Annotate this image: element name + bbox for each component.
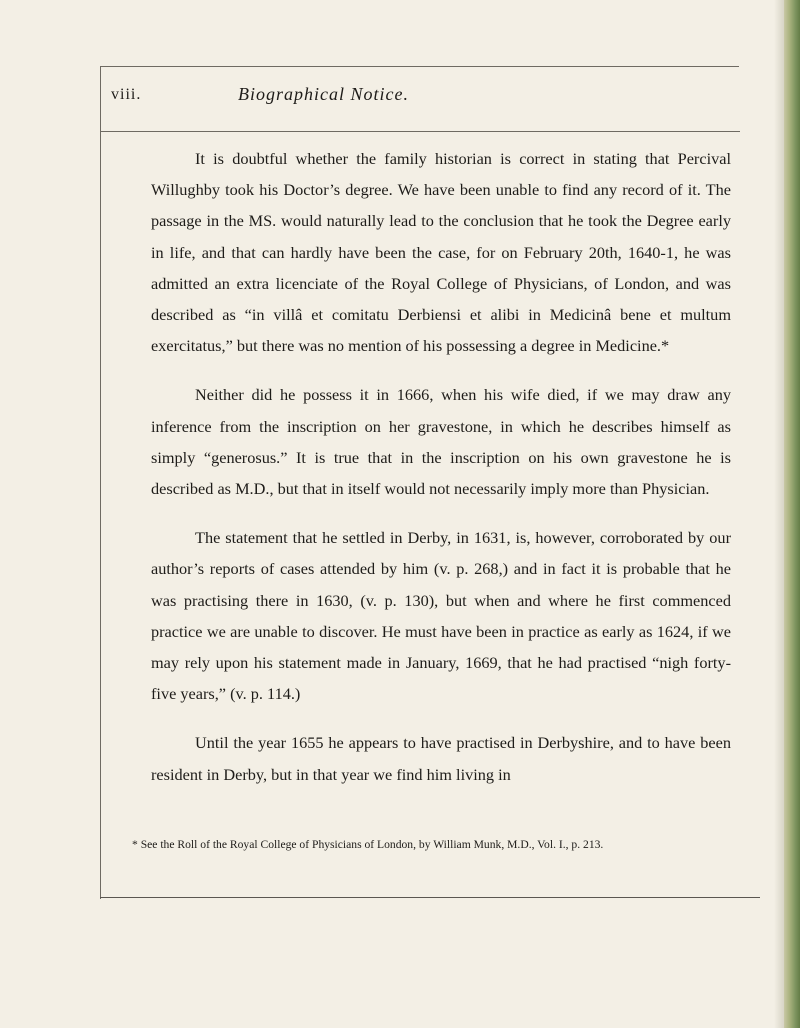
running-title: Biographical Notice. bbox=[238, 84, 409, 104]
body-text bbox=[151, 143, 731, 790]
page-number: viii. bbox=[111, 86, 142, 103]
paragraph-doctor-degree: It is doubtful whether the family historian is correct in stating that Percival Willughby took his Doctor’s degree. We have been unable to find any record of it. The passage in the MS. would naturally lead to the conclusion that he took the Degree early in life, and that can hardly have been the case, for on February 20th, 1640-1, he was admitted an extra licenciate of the Royal College of Physicians, of London, and was described as “in villâ et comitatu Derbiensi et alibi in Medicinâ bene et multum exercitatus,” but there was no mention of his possessing a degree in Medicine.* bbox=[151, 149, 731, 356]
paragraph-gravestone: Neither did he possess it in 1666, when his wife died, if we may draw any inference from the inscription on her gravestone, in which he describes himself as simply “generosus.” It is true that in the inscription on his own gravestone he is described as M.D., but that in itself would not necessarily imply more than Physician. bbox=[151, 385, 731, 499]
page-gutter-shadow bbox=[774, 0, 784, 1028]
page-bottom-edge bbox=[100, 897, 760, 898]
header-rule bbox=[100, 131, 740, 132]
paragraph-settled-derby: The statement that he settled in Derby, in 1631, is, however, corroborated by our author’s reports of cases attended by him (v. p. 268,) and in fact it is probable that he was practising there in 1630, (v. p. 130), but when and where he first commenced practice we are unable to discover. He must have been in practice as early as 1624, if we may rely upon his statement made in January, 1669, that he had practised “nigh forty-five years,” (v. p. 114.) bbox=[151, 528, 731, 704]
paragraph-derbyshire: Until the year 1655 he appears to have practised in Derbyshire, and to have been resident in Derby, but in that year we find him living in bbox=[151, 733, 731, 784]
scan-edge-strip bbox=[784, 0, 800, 1028]
footnote: * See the Roll of the Royal College of Physicians of London, by William Munk, M.D., Vol. I., p. 213. bbox=[132, 838, 604, 851]
